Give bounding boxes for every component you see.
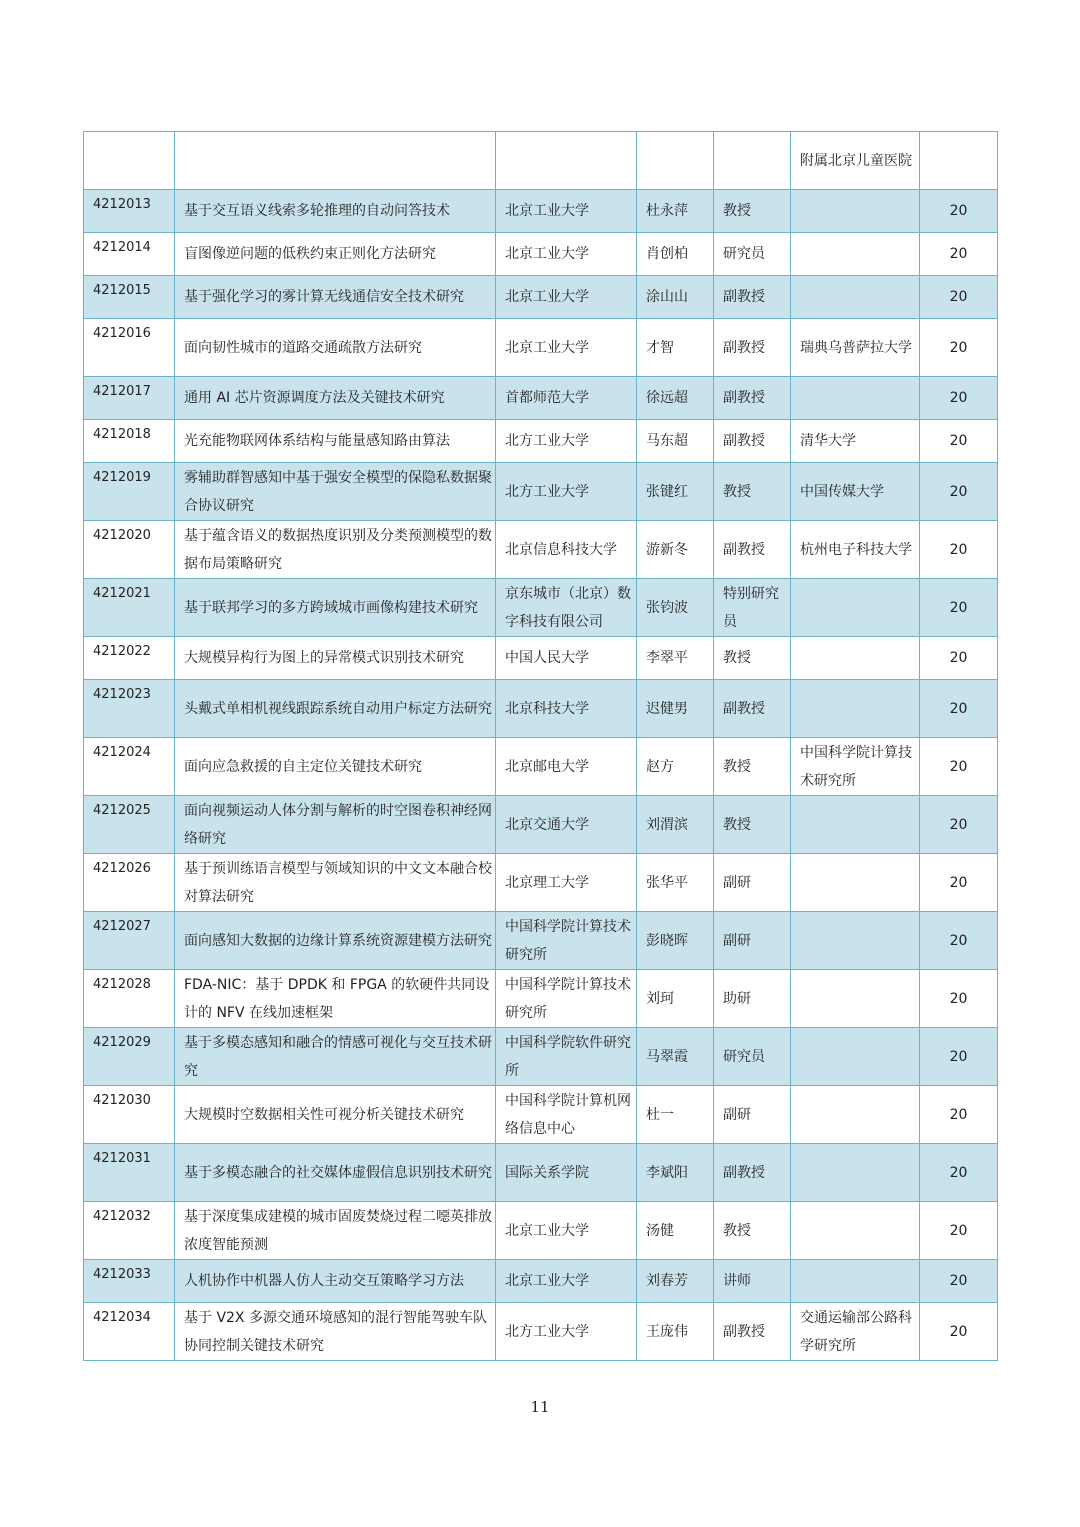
funding-amount-cell: 20 <box>920 680 998 738</box>
partner-institution-cell <box>791 579 920 637</box>
project-id-cell: 4212017 <box>84 377 175 420</box>
table-row <box>84 420 998 463</box>
partner-institution-cell <box>791 796 920 854</box>
leader-title-cell: 教授 <box>714 796 791 854</box>
funding-amount-cell: 20 <box>920 420 998 463</box>
host-institution-cell: 北京邮电大学 <box>496 738 637 796</box>
project-title-cell: 面向韧性城市的道路交通疏散方法研究 <box>175 319 496 377</box>
host-institution-cell: 北京工业大学 <box>496 276 637 319</box>
project-title-cell: 基于交互语义线索多轮推理的自动问答技术 <box>175 190 496 233</box>
project-leader-cell: 张钧波 <box>637 579 714 637</box>
host-institution-cell: 中国人民大学 <box>496 637 637 680</box>
partner-institution-cell: 杭州电子科技大学 <box>791 521 920 579</box>
project-leader-cell: 马翠霞 <box>637 1028 714 1086</box>
project-leader-cell: 王庞伟 <box>637 1303 714 1361</box>
host-institution-cell: 北京工业大学 <box>496 1202 637 1260</box>
table-row <box>84 233 998 276</box>
leader-title-cell: 副研 <box>714 912 791 970</box>
host-institution-cell: 北京信息科技大学 <box>496 521 637 579</box>
table-row <box>84 276 998 319</box>
table-row <box>84 796 998 854</box>
table-row <box>84 377 998 420</box>
host-institution-cell: 国际关系学院 <box>496 1144 637 1202</box>
project-id-cell: 4212025 <box>84 796 175 854</box>
funding-amount-cell: 20 <box>920 912 998 970</box>
host-institution-cell: 中国科学院软件研究所 <box>496 1028 637 1086</box>
project-leader-cell: 杜一 <box>637 1086 714 1144</box>
funding-amount-cell: 20 <box>920 796 998 854</box>
funding-amount-cell: 20 <box>920 738 998 796</box>
host-institution-cell: 京东城市（北京）数字科技有限公司 <box>496 579 637 637</box>
project-title-cell: 大规模时空数据相关性可视分析关键技术研究 <box>175 1086 496 1144</box>
funding-amount-cell: 20 <box>920 233 998 276</box>
project-id-cell: 4212034 <box>84 1303 175 1361</box>
leader-title-cell: 副教授 <box>714 1303 791 1361</box>
host-institution-cell: 北京工业大学 <box>496 319 637 377</box>
leader-title-cell: 教授 <box>714 463 791 521</box>
project-title-cell: 盲图像逆问题的低秩约束正则化方法研究 <box>175 233 496 276</box>
project-id-cell: 4212022 <box>84 637 175 680</box>
table-row <box>84 912 998 970</box>
project-leader-cell: 杜永萍 <box>637 190 714 233</box>
project-title-cell: 大规模异构行为图上的异常模式识别技术研究 <box>175 637 496 680</box>
project-id-cell: 4212023 <box>84 680 175 738</box>
leader-title-cell: 教授 <box>714 190 791 233</box>
project-id-cell: 4212021 <box>84 579 175 637</box>
project-id-cell: 4212015 <box>84 276 175 319</box>
project-title-cell: 面向应急救援的自主定位关键技术研究 <box>175 738 496 796</box>
partner-institution-cell <box>791 1144 920 1202</box>
partner-institution-cell <box>791 377 920 420</box>
project-leader-cell: 游新冬 <box>637 521 714 579</box>
project-title-cell: 面向视频运动人体分割与解析的时空图卷积神经网络研究 <box>175 796 496 854</box>
funding-amount-cell: 20 <box>920 1303 998 1361</box>
host-institution-cell: 北京科技大学 <box>496 680 637 738</box>
partner-institution-cell: 中国科学院计算技术研究所 <box>791 738 920 796</box>
host-institution-cell: 北京工业大学 <box>496 1260 637 1303</box>
page-number: 11 <box>530 1398 550 1416</box>
project-id-cell: 4212024 <box>84 738 175 796</box>
project-id-cell: 4212020 <box>84 521 175 579</box>
table-row <box>84 190 998 233</box>
partner-institution-cell <box>791 912 920 970</box>
funding-amount-cell: 20 <box>920 579 998 637</box>
project-leader-cell: 迟健男 <box>637 680 714 738</box>
project-id-cell: 4212032 <box>84 1202 175 1260</box>
project-title-cell: 基于蕴含语义的数据热度识别及分类预测模型的数据布局策略研究 <box>175 521 496 579</box>
leader-title-cell: 副教授 <box>714 420 791 463</box>
project-title-cell: 基于多模态融合的社交媒体虚假信息识别技术研究 <box>175 1144 496 1202</box>
project-leader-cell: 李翠平 <box>637 637 714 680</box>
leader-title-cell: 副研 <box>714 854 791 912</box>
funding-amount-cell: 20 <box>920 970 998 1028</box>
project-leader-cell: 张键红 <box>637 463 714 521</box>
project-id-cell: 4212026 <box>84 854 175 912</box>
partner-institution-cell: 附属北京儿童医院 <box>791 132 920 190</box>
project-title-cell: 基于联邦学习的多方跨域城市画像构建技术研究 <box>175 579 496 637</box>
funding-amount-cell: 20 <box>920 1144 998 1202</box>
partner-institution-cell: 中国传媒大学 <box>791 463 920 521</box>
project-leader-cell: 徐远超 <box>637 377 714 420</box>
project-leader-cell: 才智 <box>637 319 714 377</box>
leader-title-cell: 教授 <box>714 738 791 796</box>
project-leader-cell: 彭晓晖 <box>637 912 714 970</box>
table-row <box>84 1303 998 1361</box>
leader-title-cell: 副教授 <box>714 521 791 579</box>
project-title-cell: 通用 AI 芯片资源调度方法及关键技术研究 <box>175 377 496 420</box>
project-title-cell: 人机协作中机器人仿人主动交互策略学习方法 <box>175 1260 496 1303</box>
partner-institution-cell <box>791 637 920 680</box>
host-institution-cell: 北方工业大学 <box>496 420 637 463</box>
host-institution-cell: 中国科学院计算技术研究所 <box>496 970 637 1028</box>
project-leader-cell: 汤健 <box>637 1202 714 1260</box>
partner-institution-cell <box>791 1086 920 1144</box>
project-id-cell: 4212013 <box>84 190 175 233</box>
project-id-cell: 4212033 <box>84 1260 175 1303</box>
funding-amount-cell: 20 <box>920 190 998 233</box>
host-institution-cell: 中国科学院计算技术研究所 <box>496 912 637 970</box>
project-leader-cell: 刘渭滨 <box>637 796 714 854</box>
leader-title-cell: 研究员 <box>714 1028 791 1086</box>
leader-title-cell: 副教授 <box>714 319 791 377</box>
project-id-cell: 4212031 <box>84 1144 175 1202</box>
leader-title-cell: 研究员 <box>714 233 791 276</box>
project-leader-cell: 马东超 <box>637 420 714 463</box>
project-id-cell <box>84 132 175 190</box>
host-institution-cell: 北方工业大学 <box>496 463 637 521</box>
partner-institution-cell <box>791 1028 920 1086</box>
partner-institution-cell: 交通运输部公路科学研究所 <box>791 1303 920 1361</box>
project-leader-cell: 赵方 <box>637 738 714 796</box>
project-id-cell: 4212029 <box>84 1028 175 1086</box>
project-leader-cell: 肖创柏 <box>637 233 714 276</box>
leader-title-cell: 副教授 <box>714 680 791 738</box>
funding-amount-cell: 20 <box>920 377 998 420</box>
funding-amount-cell: 20 <box>920 521 998 579</box>
host-institution-cell: 中国科学院计算机网络信息中心 <box>496 1086 637 1144</box>
table-row <box>84 132 998 190</box>
project-title-cell: FDA-NIC：基于 DPDK 和 FPGA 的软硬件共同设计的 NFV 在线加速框架 <box>175 970 496 1028</box>
table-row <box>84 1202 998 1260</box>
funding-amount-cell <box>920 132 998 190</box>
table-row <box>84 319 998 377</box>
leader-title-cell: 教授 <box>714 1202 791 1260</box>
funding-amount-cell: 20 <box>920 637 998 680</box>
project-title-cell: 面向感知大数据的边缘计算系统资源建模方法研究 <box>175 912 496 970</box>
partner-institution-cell <box>791 1202 920 1260</box>
project-title-cell: 基于多模态感知和融合的情感可视化与交互技术研究 <box>175 1028 496 1086</box>
project-id-cell: 4212019 <box>84 463 175 521</box>
host-institution-cell: 北京工业大学 <box>496 190 637 233</box>
project-title-cell: 基于强化学习的雾计算无线通信安全技术研究 <box>175 276 496 319</box>
table-row <box>84 1086 998 1144</box>
host-institution-cell: 北京理工大学 <box>496 854 637 912</box>
leader-title-cell: 讲师 <box>714 1260 791 1303</box>
project-id-cell: 4212018 <box>84 420 175 463</box>
funding-amount-cell: 20 <box>920 1202 998 1260</box>
host-institution-cell: 北京交通大学 <box>496 796 637 854</box>
table-row <box>84 637 998 680</box>
partner-institution-cell: 清华大学 <box>791 420 920 463</box>
host-institution-cell: 北京工业大学 <box>496 233 637 276</box>
project-leader-cell <box>637 132 714 190</box>
host-institution-cell: 首都师范大学 <box>496 377 637 420</box>
partner-institution-cell <box>791 854 920 912</box>
table-row <box>84 854 998 912</box>
partner-institution-cell <box>791 190 920 233</box>
table-row <box>84 1144 998 1202</box>
table-row <box>84 738 998 796</box>
table-row <box>84 463 998 521</box>
partner-institution-cell <box>791 276 920 319</box>
leader-title-cell: 助研 <box>714 970 791 1028</box>
leader-title-cell <box>714 132 791 190</box>
leader-title-cell: 特别研究员 <box>714 579 791 637</box>
project-id-cell: 4212016 <box>84 319 175 377</box>
project-title-cell: 光充能物联网体系结构与能量感知路由算法 <box>175 420 496 463</box>
project-title-cell <box>175 132 496 190</box>
table-row <box>84 579 998 637</box>
project-id-cell: 4212027 <box>84 912 175 970</box>
funding-amount-cell: 20 <box>920 1028 998 1086</box>
leader-title-cell: 教授 <box>714 637 791 680</box>
project-leader-cell: 刘珂 <box>637 970 714 1028</box>
project-title-cell: 雾辅助群智感知中基于强安全模型的保隐私数据聚合协议研究 <box>175 463 496 521</box>
funding-amount-cell: 20 <box>920 1260 998 1303</box>
partner-institution-cell: 瑞典乌普萨拉大学 <box>791 319 920 377</box>
project-id-cell: 4212028 <box>84 970 175 1028</box>
project-leader-cell: 刘春芳 <box>637 1260 714 1303</box>
project-title-cell: 基于深度集成建模的城市固废焚烧过程二噁英排放浓度智能预测 <box>175 1202 496 1260</box>
partner-institution-cell <box>791 970 920 1028</box>
leader-title-cell: 副教授 <box>714 377 791 420</box>
project-title-cell: 基于预训练语言模型与领域知识的中文文本融合校对算法研究 <box>175 854 496 912</box>
partner-institution-cell <box>791 233 920 276</box>
funding-amount-cell: 20 <box>920 1086 998 1144</box>
leader-title-cell: 副教授 <box>714 276 791 319</box>
table-row <box>84 680 998 738</box>
project-leader-cell: 涂山山 <box>637 276 714 319</box>
project-id-cell: 4212030 <box>84 1086 175 1144</box>
funding-amount-cell: 20 <box>920 463 998 521</box>
leader-title-cell: 副研 <box>714 1086 791 1144</box>
funding-amount-cell: 20 <box>920 319 998 377</box>
table-row <box>84 1028 998 1086</box>
project-title-cell: 头戴式单相机视线跟踪系统自动用户标定方法研究 <box>175 680 496 738</box>
table-row <box>84 1260 998 1303</box>
table-row <box>84 521 998 579</box>
partner-institution-cell <box>791 680 920 738</box>
host-institution-cell <box>496 132 637 190</box>
project-title-cell: 基于 V2X 多源交通环境感知的混行智能驾驶车队协同控制关键技术研究 <box>175 1303 496 1361</box>
table-row <box>84 970 998 1028</box>
host-institution-cell: 北方工业大学 <box>496 1303 637 1361</box>
project-leader-cell: 李斌阳 <box>637 1144 714 1202</box>
leader-title-cell: 副教授 <box>714 1144 791 1202</box>
funding-amount-cell: 20 <box>920 276 998 319</box>
partner-institution-cell <box>791 1260 920 1303</box>
funding-table <box>83 131 998 1361</box>
funding-amount-cell: 20 <box>920 854 998 912</box>
project-leader-cell: 张华平 <box>637 854 714 912</box>
project-id-cell: 4212014 <box>84 233 175 276</box>
